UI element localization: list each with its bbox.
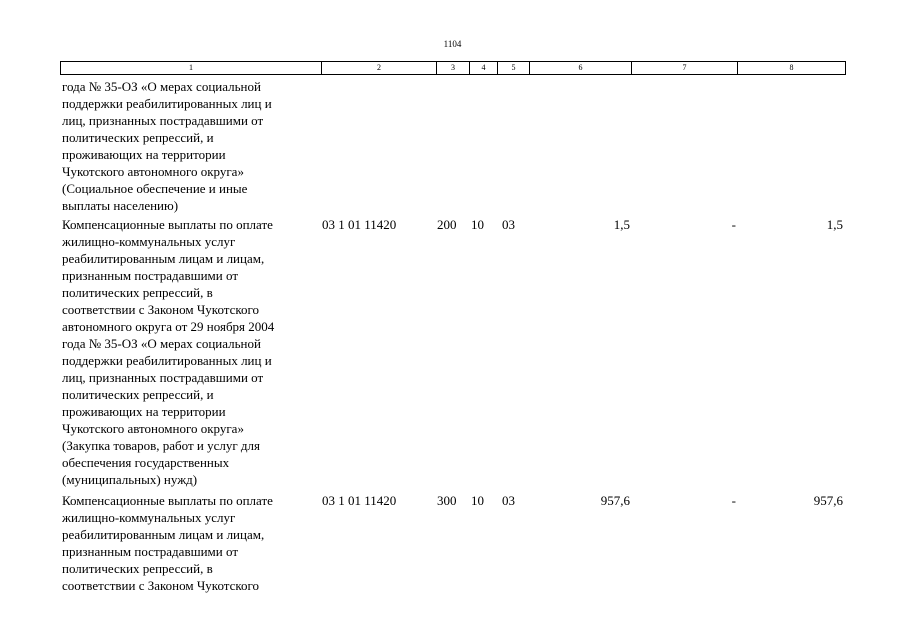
page-number: 1104 — [443, 39, 462, 49]
row-2-code: 03 1 01 11420 — [322, 217, 397, 232]
header-col-1: 1 — [61, 62, 322, 74]
header-col-7: 7 — [632, 62, 738, 74]
row-3-col-6: 957,6 — [600, 493, 630, 508]
row-3-vr: 300 — [437, 493, 457, 508]
table-header-row — [60, 61, 846, 75]
row-3-description: Компенсационные выплаты по оплате жилищно-коммунальных услуг реабилитированным лицам и лицам, признанным пострадавшими от политических репрессий, в соответствии с Законом Чукотского — [62, 493, 273, 593]
header-col-5: 5 — [498, 62, 530, 74]
row-3-col-8: 957,6 — [813, 493, 843, 508]
row-3-code: 03 1 01 11420 — [322, 493, 397, 508]
row-2-col-8: 1,5 — [826, 217, 843, 232]
header-col-4: 4 — [470, 62, 498, 74]
row-3-pr: 03 — [502, 493, 515, 508]
row-2-description: Компенсационные выплаты по оплате жилищно-коммунальных услуг реабилитированным лицам и лицам, признанным пострадавшими от политических репрессий, в соответствии с Законом Чукотского автономного округа от 29 ноября 2004 года № 35-ОЗ «О мерах социальной поддержки реабилитированных лиц и лиц, признанных пострадавшими от политических репрессий, и проживающих на территории Чукотского автономного округа» (Закупка товаров, работ и услуг для обеспечения государственных (муниципальных) нужд) — [62, 217, 275, 487]
header-col-6: 6 — [530, 62, 632, 74]
row-3-rz: 10 — [471, 493, 484, 508]
header-col-3: 3 — [437, 62, 470, 74]
row-1-description: года № 35-ОЗ «О мерах социальной поддержки реабилитированных лиц и лиц, признанных пострадавшими от политических репрессий, и проживающих на территории Чукотского автономного округа» (Социальное обеспечение и иные выплаты населению) — [62, 79, 272, 213]
row-2-pr: 03 — [502, 217, 515, 232]
row-2-col-7: - — [731, 217, 736, 232]
header-col-2: 2 — [322, 62, 437, 74]
header-col-8: 8 — [789, 63, 794, 72]
row-2-rz: 10 — [471, 217, 484, 232]
row-3-col-7: - — [731, 493, 736, 508]
row-2-vr: 200 — [437, 217, 457, 232]
row-2-col-6: 1,5 — [613, 217, 630, 232]
